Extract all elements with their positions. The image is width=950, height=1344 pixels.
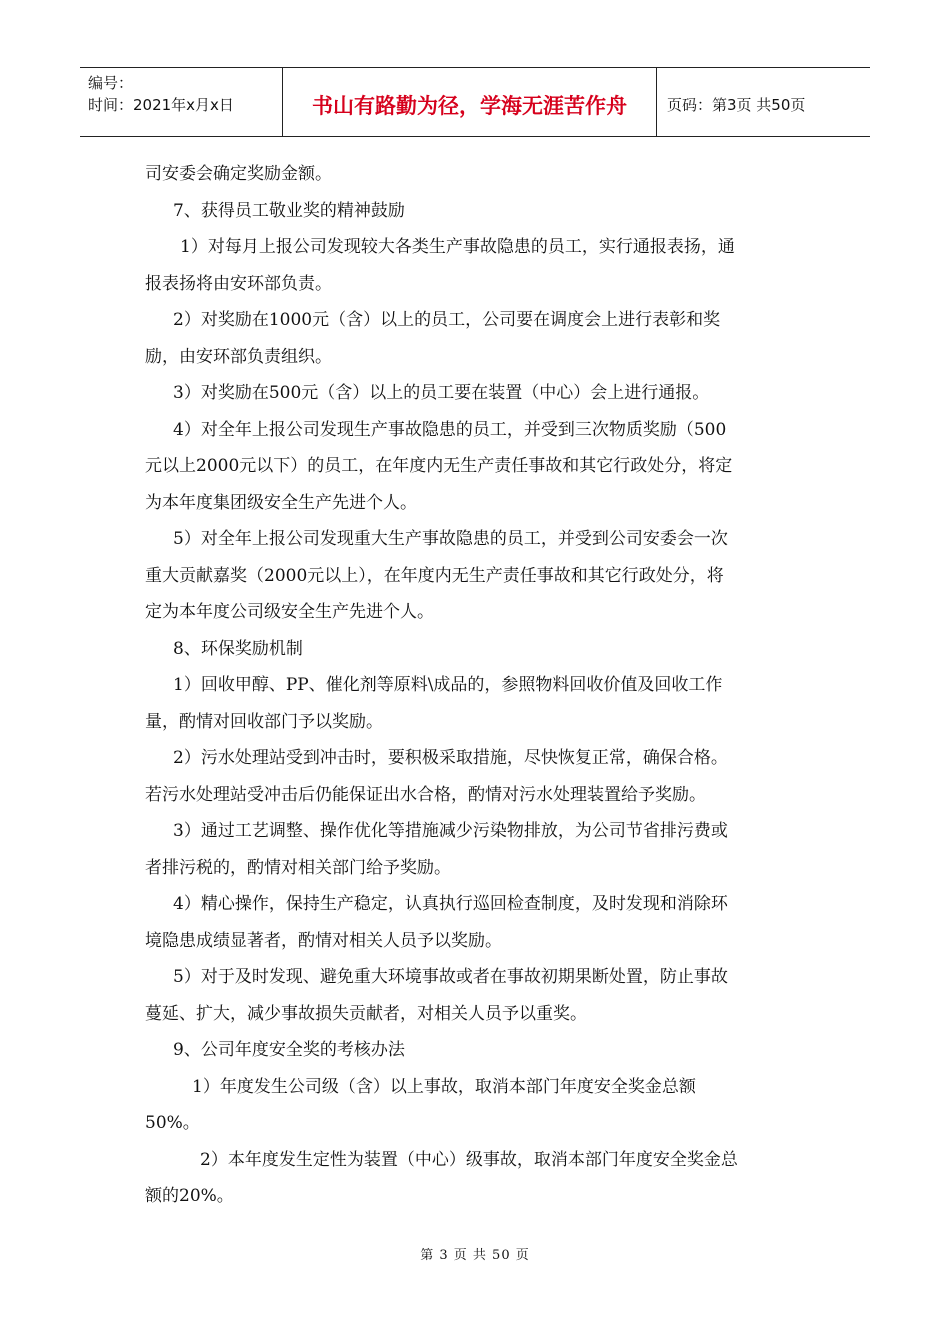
header-motto: 书山有路勤为径，学海无涯苦作舟: [283, 68, 657, 136]
body-line: 2）本年度发生定性为装置（中心）级事故，取消本部门年度安全奖金总: [200, 1149, 738, 1170]
body-line: 者排污税的，酌情对相关部门给予奖励。: [145, 857, 451, 878]
header-page-info: 页码：第3页 共50页: [667, 95, 806, 114]
body-line: 若污水处理站受冲击后仍能保证出水合格，酌情对污水处理装置给予奖励。: [145, 784, 706, 805]
body-line: 报表扬将由安环部负责。: [145, 273, 332, 294]
body-line: 1）回收甲醇、PP、催化剂等原料\成品的，参照物料回收价值及回收工作: [173, 675, 723, 695]
body-line: 励，由安环部负责组织。: [145, 346, 332, 367]
body-line: 额的20%。: [145, 1186, 234, 1206]
header-meta: [80, 68, 283, 136]
body-line: 1）年度发生公司级（含）以上事故，取消本部门年度安全奖金总额: [192, 1076, 696, 1097]
body-line: 3）对奖励在500元（含）以上的员工要在装置（中心）会上进行通报。: [173, 383, 710, 403]
body-line: 9、公司年度安全奖的考核办法: [173, 1040, 405, 1060]
page-header: [80, 67, 870, 137]
page-footer: 第 3 页 共 50 页: [420, 1248, 530, 1263]
body-line: 元以上2000元以下）的员工，在年度内无生产责任事故和其它行政处分，将定: [145, 456, 733, 476]
body-line: 量，酌情对回收部门予以奖励。: [145, 711, 383, 732]
document-number-label: 编号：: [88, 74, 134, 92]
body-line: 8、环保奖励机制: [173, 638, 303, 659]
body-line: 定为本年度公司级安全生产先进个人。: [145, 602, 434, 622]
body-line: 50%。: [145, 1113, 200, 1133]
body-line: 5）对于及时发现、避免重大环境事故或者在事故初期果断处置，防止事故: [173, 967, 728, 987]
body-line: 1）对每月上报公司发现较大各类生产事故隐患的员工，实行通报表扬，通: [180, 237, 735, 257]
document-body: [145, 156, 807, 1215]
body-line: 司安委会确定奖励金额。: [145, 164, 332, 184]
body-line: 重大贡献嘉奖（2000元以上），在年度内无生产责任事故和其它行政处分，将: [145, 565, 724, 586]
body-line: 4）对全年上报公司发现生产事故隐患的员工，并受到三次物质奖励（500: [173, 419, 727, 440]
body-line: 4）精心操作，保持生产稳定，认真执行巡回检查制度，及时发现和消除环: [173, 894, 728, 914]
body-line: 蔓延、扩大，减少事故损失贡献者，对相关人员予以重奖。: [145, 1003, 587, 1024]
body-line: 2）对奖励在1000元（含）以上的员工，公司要在调度会上进行表彰和奖: [173, 310, 721, 330]
body-line: 5）对全年上报公司发现重大生产事故隐患的员工，并受到公司安委会一次: [173, 529, 728, 549]
body-line: 境隐患成绩显著者，酌情对相关人员予以奖励。: [145, 930, 502, 951]
body-line: 2）污水处理站受到冲击时，要积极采取措施，尽快恢复正常，确保合格。: [173, 748, 728, 768]
document-time-label: 时间：2021年x月x日: [88, 96, 234, 114]
body-line: 3）通过工艺调整、操作优化等措施减少污染物排放，为公司节省排污费或: [173, 821, 728, 841]
body-line: 7、获得员工敬业奖的精神鼓励: [173, 200, 405, 221]
body-line: 为本年度集团级安全生产先进个人。: [145, 492, 417, 513]
